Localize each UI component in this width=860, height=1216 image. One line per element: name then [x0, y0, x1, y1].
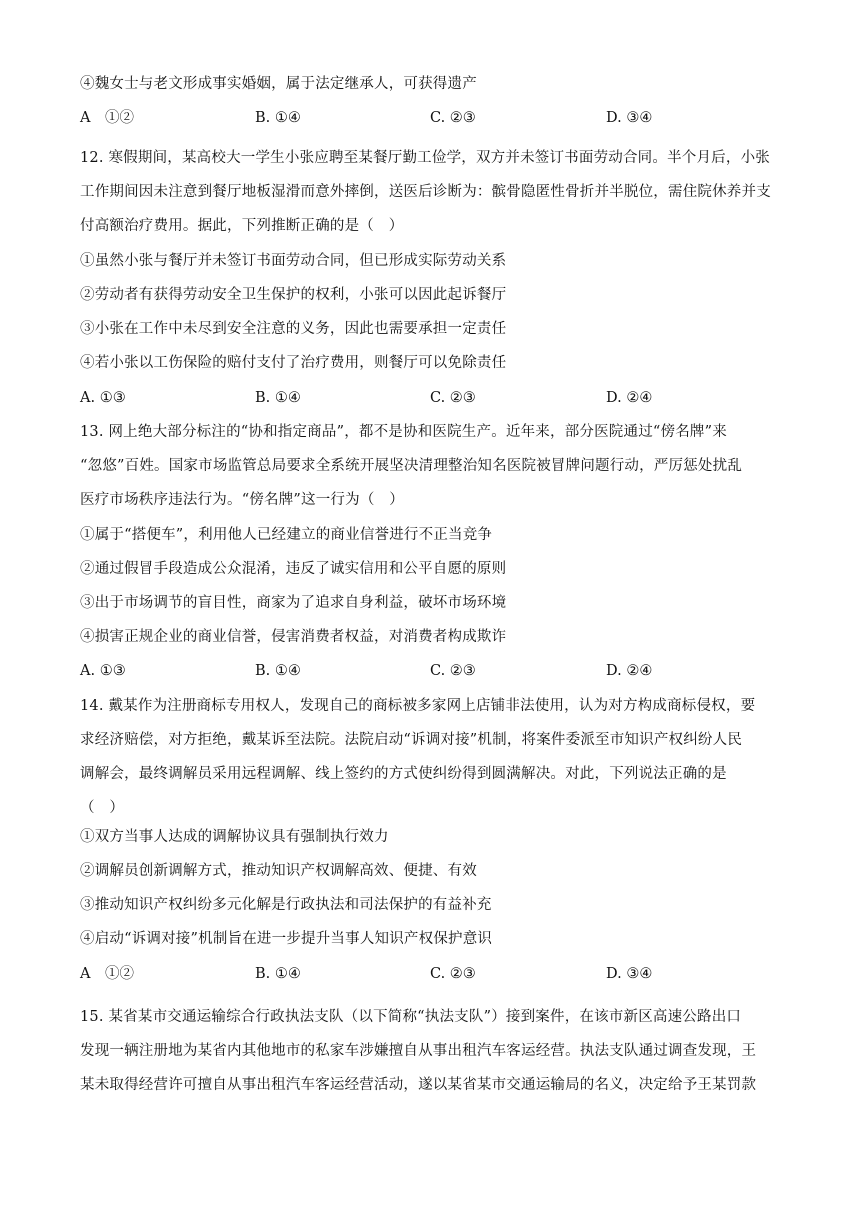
q14-statement-4: ④启动“诉调对接”机制旨在进一步提升当事人知识产权保护意识 — [80, 931, 493, 947]
q13-statement-1: ①属于“搭便车”，利用他人已经建立的商业信誉进行不正当竞争 — [80, 527, 493, 543]
q13-statement-2: ②通过假冒手段造成公众混淆，违反了诚实信用和公平自愿的原则 — [80, 561, 507, 577]
q11-option-b: B. ①④ — [255, 110, 301, 126]
q12-options — [80, 388, 780, 408]
q14-stem-line: 14. 戴某作为注册商标专用权人，发现自己的商标被多家网上店铺非法使用，认为对方构成商标侵权，要 — [80, 698, 756, 714]
q13-option-a: A. ①③ — [80, 663, 126, 679]
q12-option-d: D. ②④ — [606, 390, 653, 406]
q13-stem-line: 13. 网上绝大部分标注的“协和指定商品”，都不是协和医院生产。近年来，部分医院通过“傍名牌”来 — [80, 424, 727, 440]
q12-stem-line: 12. 寒假期间，某高校大一学生小张应聘至某餐厅勤工俭学，双方并未签订书面劳动合同。半个月后，小张 — [80, 150, 770, 166]
q14-option-b: B. ①④ — [255, 966, 301, 982]
q15-stem-line: 发现一辆注册地为某省内其他地市的私家车涉嫌擅自从事出租汽车客运经营。执法支队通过调查发现，王 — [80, 1043, 757, 1059]
q11-statement-4: ④魏女士与老文形成事实婚姻，属于法定继承人，可获得遗产 — [80, 76, 477, 92]
q14-stem-line: 调解会，最终调解员采用远程调解、线上签约的方式使纠纷得到圆满解决。对此，下列说法正确的是 — [80, 766, 727, 782]
q13-option-d: D. ②④ — [606, 663, 653, 679]
q11-option-a: A ①② — [80, 110, 134, 126]
q14-stem-line: （ ） — [80, 800, 125, 816]
q15-stem-line: 某未取得经营许可擅自从事出租汽车客运经营活动，遂以某省某市交通运输局的名义，决定给予王某罚款 — [80, 1077, 757, 1093]
q14-statement-1: ①双方当事人达成的调解协议具有强制执行效力 — [80, 829, 389, 845]
q13-statement-3: ③出于市场调节的盲目性，商家为了追求自身利益，破坏市场环境 — [80, 595, 507, 611]
q15-stem-line: 15. 某省某市交通运输综合行政执法支队（以下简称“执法支队”）接到案件，在该市新区高速公路出口 — [80, 1009, 742, 1025]
q12-statement-3: ③小张在工作中未尽到安全注意的义务，因此也需要承担一定责任 — [80, 321, 507, 337]
q13-option-b: B. ①④ — [255, 663, 301, 679]
q12-option-b: B. ①④ — [255, 390, 301, 406]
q13-statement-4: ④损害正规企业的商业信誉，侵害消费者权益，对消费者构成欺诈 — [80, 629, 507, 645]
q14-option-c: C. ②③ — [430, 966, 476, 982]
q12-statement-4: ④若小张以工伤保险的赔付支付了治疗费用，则餐厅可以免除责任 — [80, 355, 507, 371]
q13-stem-line: 医疗市场秩序违法行为。“傍名牌”这一行为（ ） — [80, 492, 404, 508]
q13-options — [80, 661, 780, 681]
q12-option-a: A. ①③ — [80, 390, 126, 406]
q14-option-d: D. ③④ — [606, 966, 653, 982]
q13-stem-line: “忽悠”百姓。国家市场监管总局要求全系统开展坚决清理整治知名医院被冒牌问题行动，严厉惩处扰乱 — [80, 458, 743, 474]
q14-option-a: A ①② — [80, 966, 134, 982]
q11-option-c: C. ②③ — [430, 110, 476, 126]
q12-statement-2: ②劳动者有获得劳动安全卫生保护的权利，小张可以因此起诉餐厅 — [80, 287, 507, 303]
q14-statement-2: ②调解员创新调解方式，推动知识产权调解高效、便捷、有效 — [80, 863, 477, 879]
q13-option-c: C. ②③ — [430, 663, 476, 679]
q14-options — [80, 964, 780, 984]
q11-option-d: D. ③④ — [606, 110, 653, 126]
q12-stem-line: 工作期间因未注意到餐厅地板湿滑而意外摔倒，送医后诊断为：髌骨隐匿性骨折并半脱位，需住院休养并支 — [80, 184, 771, 200]
q11-options — [80, 108, 780, 128]
q12-stem-line: 付高额治疗费用。据此，下列推断正确的是（ ） — [80, 218, 404, 234]
q12-statement-1: ①虽然小张与餐厅并未签订书面劳动合同，但已形成实际劳动关系 — [80, 253, 507, 269]
q14-statement-3: ③推动知识产权纠纷多元化解是行政执法和司法保护的有益补充 — [80, 897, 492, 913]
q14-stem-line: 求经济赔偿，对方拒绝，戴某诉至法院。法院启动“诉调对接”机制，将案件委派至市知识产权纠纷人民 — [80, 732, 743, 748]
q12-option-c: C. ②③ — [430, 390, 476, 406]
